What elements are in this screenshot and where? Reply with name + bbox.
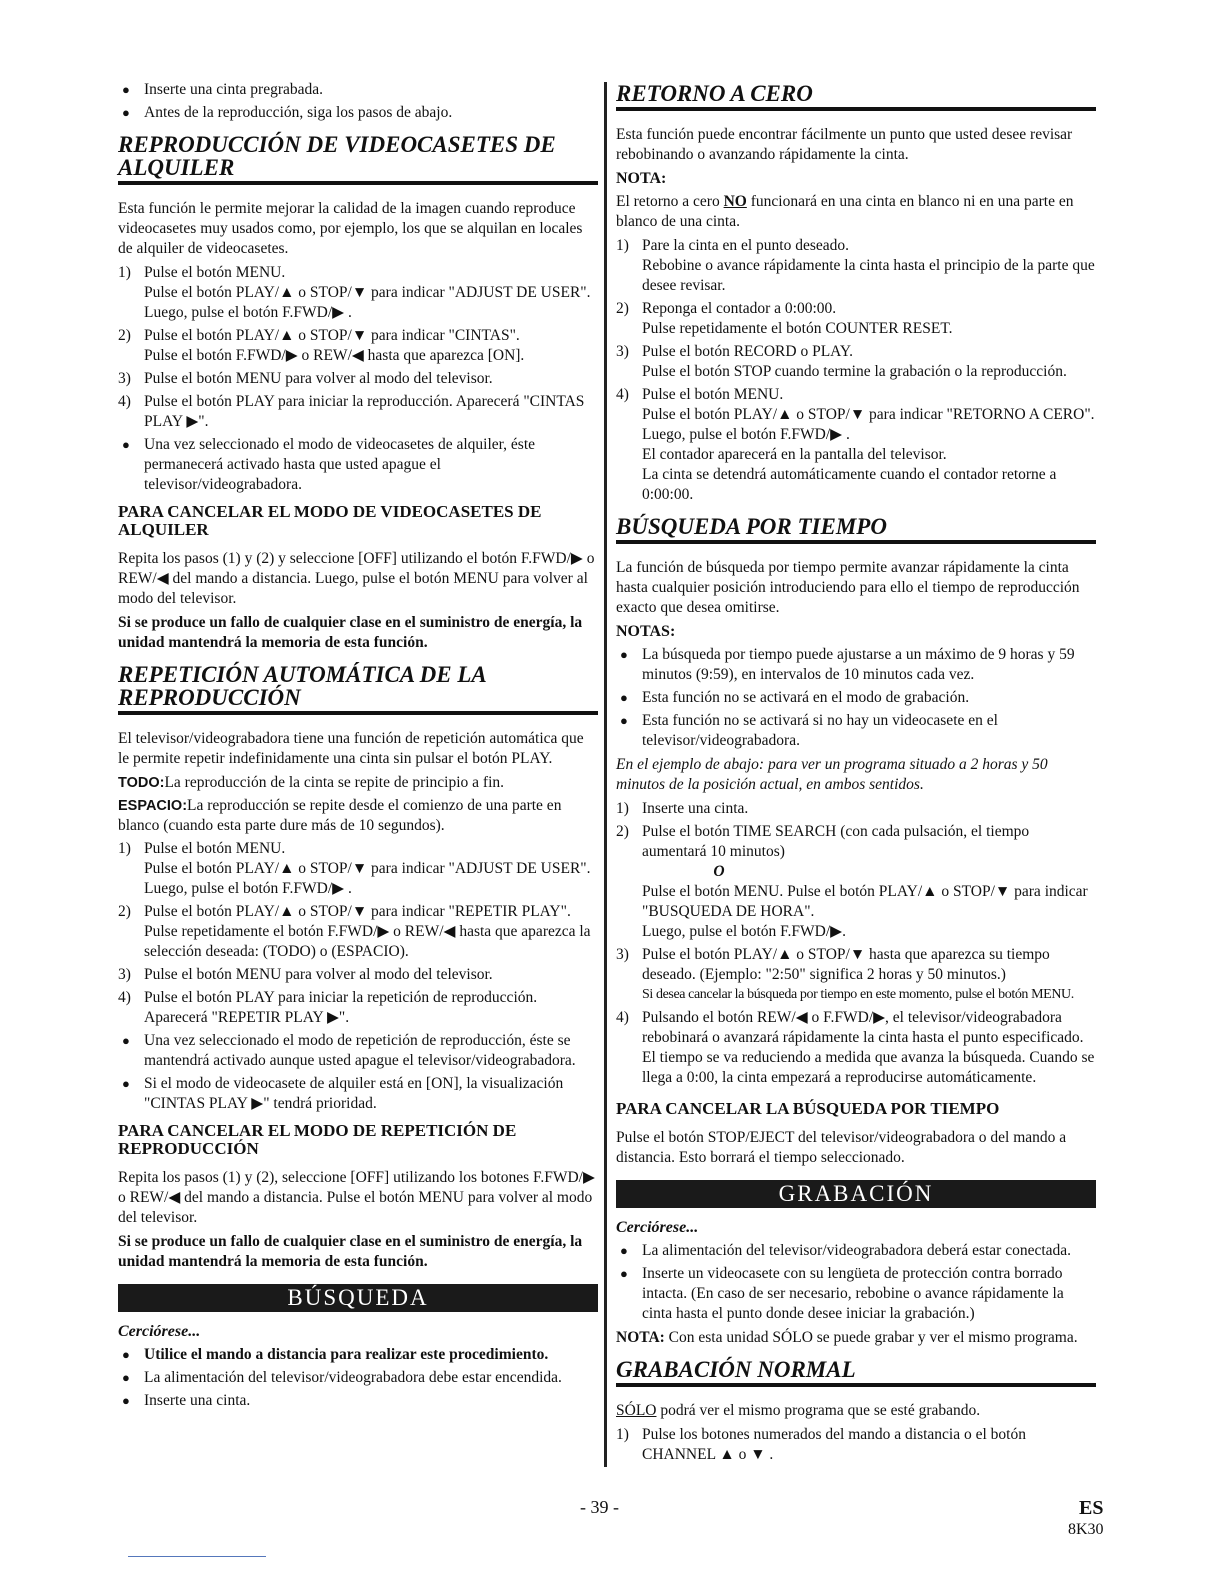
rental-cancel-text: Repita los pasos (1) y (2) y seleccione [OFF] utilizando el botón F.FWD/▶ o REW/◀ del mando a distancia. Luego, pulse el botón MENU para volver al modo del televisor. (118, 550, 595, 607)
busqueda-banner: BÚSQUEDA (118, 1284, 598, 1312)
time-cancel-title: PARA CANCELAR LA BÚSQUEDA POR TIEMPO (616, 1099, 1000, 1118)
rental-cancel-warning: Si se produce un fallo de cualquier clase en el suministro de energía, la unidad mantendrá la memoria de esta función. (118, 614, 583, 651)
repeat-description: El televisor/videograbadora tiene una función de repetición automática que le permite repetir indefinidamente una cinta sin pulsar el botón PLAY. (118, 730, 584, 767)
grabacion-check-label: Cerciórese... (616, 1219, 699, 1236)
rental-cancel-title: PARA CANCELAR EL MODO DE VIDEOCASETES DE ALQUILER (118, 502, 542, 539)
language-code: ES (1079, 1497, 1104, 1519)
repeat-espacio: ESPACIO:La reproducción se repite desde el comienzo de una parte en blanco (cuando esta parte dure más de 10 segundos). (118, 797, 562, 834)
section-title-rental: REPRODUCCIÓN DE VIDEOCASETES DE ALQUILER (118, 133, 598, 185)
repeat-step: 4) Pulse el botón PLAY para iniciar la repetición de reproducción. Aparecerá "REPETIR PLAY ▶". (118, 989, 538, 1026)
normal-recording-step: 1) Pulse los botones numerados del mando a distancia o el botón CHANNEL ▲ o ▼ . (616, 1426, 1026, 1463)
column-divider (604, 82, 607, 1467)
time-step: 4) Pulsando el botón REW/◀ o F.FWD/▶, el televisor/videograbadora rebobinará o avanzará rápidamente la cinta hasta el punto especificado. El tiempo se va reduciendo a medida que avanza la búsqueda. Cuando se llega a 0:00, la cinta empezará a reproducirse automáticamente. (616, 1009, 1095, 1086)
section-title-normal-recording: GRABACIÓN NORMAL (616, 1358, 1096, 1387)
normal-recording-text: SÓLO podrá ver el mismo programa que se esté grabando. (616, 1402, 981, 1419)
rental-step: 4) Pulse el botón PLAY para iniciar la reproducción. Aparecerá "CINTAS PLAY ▶". (118, 393, 585, 430)
time-cancel-text: Pulse el botón STOP/EJECT del televisor/videograbadora o del mando a distancia. Esto borrará el tiempo seleccionado. (616, 1129, 1067, 1166)
time-note: ● Esta función no se activará si no hay un videocasete en el televisor/videograbadora. (616, 711, 1096, 751)
zero-nota-label: NOTA: (616, 170, 667, 187)
rental-description: Esta función le permite mejorar la calidad de la imagen cuando reproduce videocasetes muy usados como, por ejemplo, los que se alquilan en locales de alquiler de videocasetes. (118, 200, 583, 257)
zero-nota-text: El retorno a cero NO funcionará en una cinta en blanco ni en una parte en blanco de una cinta. (616, 193, 1074, 230)
grabacion-banner: GRABACIÓN (616, 1180, 1096, 1208)
grabacion-item: ● La alimentación del televisor/videograbadora deberá estar conectada. (616, 1241, 1096, 1261)
list-item: ● Antes de la reproducción, siga los pasos de abajo. (118, 103, 598, 123)
zero-step: 3) Pulse el botón RECORD o PLAY. Pulse el botón STOP cuando termine la grabación o la reproducción. (616, 343, 1067, 380)
zero-step: 2) Reponga el contador a 0:00:00. Pulse repetidamente el botón COUNTER RESET. (616, 300, 953, 337)
left-column (118, 80, 598, 1415)
section-title-time-search: BÚSQUEDA POR TIEMPO (616, 515, 1096, 544)
time-note: ● La búsqueda por tiempo puede ajustarse a un máximo de 9 horas y 59 minutos (9:59), en intervalos de 10 minutos cada vez. (616, 645, 1096, 685)
rental-step: 1) Pulse el botón MENU. Pulse el botón PLAY/▲ o STOP/▼ para indicar "ADJUST DE USER". Luego, pulse el botón F.FWD/▶ . (118, 264, 591, 321)
repeat-step: 2) Pulse el botón PLAY/▲ o STOP/▼ para indicar "REPETIR PLAY". Pulse repetidamente el botón F.FWD/▶ o REW/◀ hasta que aparezca la selección deseada: (TODO) o (ESPACIO). (118, 903, 591, 960)
time-step: 3) Pulse el botón PLAY/▲ o STOP/▼ hasta que aparezca su tiempo deseado. (Ejemplo: "2:50" significa 2 horas y 50 minutos.) Si desea cancelar la búsqueda por tiempo en este momento, pulse el botón MENU. (616, 946, 1074, 1002)
section-title-zero: RETORNO A CERO (616, 82, 1096, 111)
grabacion-nota: NOTA: Con esta unidad SÓLO se puede grabar y ver el mismo programa. (616, 1329, 1078, 1346)
repeat-step: 3) Pulse el botón MENU para volver al modo del televisor. (118, 966, 493, 983)
zero-step: 4) Pulse el botón MENU. Pulse el botón PLAY/▲ o STOP/▼ para indicar "RETORNO A CERO". Luego, pulse el botón F.FWD/▶ . El contador aparecerá en la pantalla del televisor. La cinta se detendrá automáticamente cuando el contador retorne a 0:00:00. (616, 386, 1095, 503)
repeat-cancel-title: PARA CANCELAR EL MODO DE REPETICIÓN DE REPRODUCCIÓN (118, 1121, 517, 1158)
repeat-note: ● Una vez seleccionado el modo de repetición de reproducción, éste se mantendrá activado aunque usted apague el televisor/videograbadora. (118, 1031, 598, 1071)
time-notas-label: NOTAS: (616, 623, 676, 640)
time-description: La función de búsqueda por tiempo permite avanzar rápidamente la cinta hasta cualquier posición introduciendo para ello el tiempo de reproducción exacto que desea omitirse. (616, 559, 1080, 616)
time-step: 1) Inserte una cinta. (616, 800, 749, 817)
busqueda-check-label: Cerciórese... (118, 1323, 201, 1340)
rental-note: ● Una vez seleccionado el modo de videocasetes de alquiler, éste permanecerá activado hasta que usted apague el televisor/videograbadora. (118, 435, 598, 495)
repeat-cancel-text: Repita los pasos (1) y (2), seleccione [OFF] utilizando los botones F.FWD/▶ o REW/◀ del mando a distancia. Pulse el botón MENU para volver al modo del televisor. (118, 1169, 595, 1226)
busqueda-item: ● Utilice el mando a distancia para realizar este procedimiento. (118, 1345, 598, 1365)
zero-description: Esta función puede encontrar fácilmente un punto que usted desee revisar rebobinando o avanzando rápidamente la cinta. (616, 126, 1073, 163)
section-title-repeat: REPETICIÓN AUTOMÁTICA DE LA REPRODUCCIÓN (118, 663, 598, 715)
rental-step: 2) Pulse el botón PLAY/▲ o STOP/▼ para indicar "CINTAS". Pulse el botón F.FWD/▶ o REW/◀ hasta que aparezca [ON]. (118, 327, 525, 364)
time-note: ● Esta función no se activará en el modo de grabación. (616, 688, 1096, 708)
repeat-cancel-warning: Si se produce un fallo de cualquier clase en el suministro de energía, la unidad mantendrá la memoria de esta función. (118, 1233, 583, 1270)
busqueda-item: ● La alimentación del televisor/videograbadora debe estar encendida. (118, 1368, 598, 1388)
page-number: - 39 - (580, 1497, 619, 1517)
repeat-todo: TODO:La reproducción de la cinta se repite de principio a fin. (118, 774, 505, 791)
repeat-step: 1) Pulse el botón MENU. Pulse el botón PLAY/▲ o STOP/▼ para indicar "ADJUST DE USER". Luego, pulse el botón F.FWD/▶ . (118, 840, 591, 897)
right-column (616, 80, 1096, 1468)
zero-step: 1) Pare la cinta en el punto deseado. Rebobine o avance rápidamente la cinta hasta el principio de la parte que desee revisar. (616, 237, 1095, 294)
busqueda-item: ● Inserte una cinta. (118, 1391, 598, 1411)
list-item: ● Inserte una cinta pregrabada. (118, 80, 598, 100)
time-example: En el ejemplo de abajo: para ver un programa situado a 2 horas y 50 minutos de la posición actual, en ambos sentidos. (616, 756, 1048, 793)
repeat-note: ● Si el modo de videocasete de alquiler está en [ON], la visualización "CINTAS PLAY ▶" tendrá prioridad. (118, 1074, 598, 1114)
model-code: 8K30 (1068, 1521, 1104, 1538)
rental-step: 3) Pulse el botón MENU para volver al modo del televisor. (118, 370, 493, 387)
time-step: 2) Pulse el botón TIME SEARCH (con cada pulsación, el tiempo aumentará 10 minutos) O Pulse el botón MENU. Pulse el botón PLAY/▲ o STOP/▼ para indicar "BUSQUEDA DE HORA". Luego, pulse el botón F.FWD/▶. (616, 823, 1088, 940)
footer-line (128, 1556, 266, 1557)
grabacion-item: ● Inserte un videocasete con su lengüeta de protección contra borrado intacta. (En caso de ser necesario, rebobine o avance rápidamente la cinta hasta el punto donde desee iniciar la grabación.) (616, 1264, 1096, 1324)
intro-list (118, 80, 598, 123)
